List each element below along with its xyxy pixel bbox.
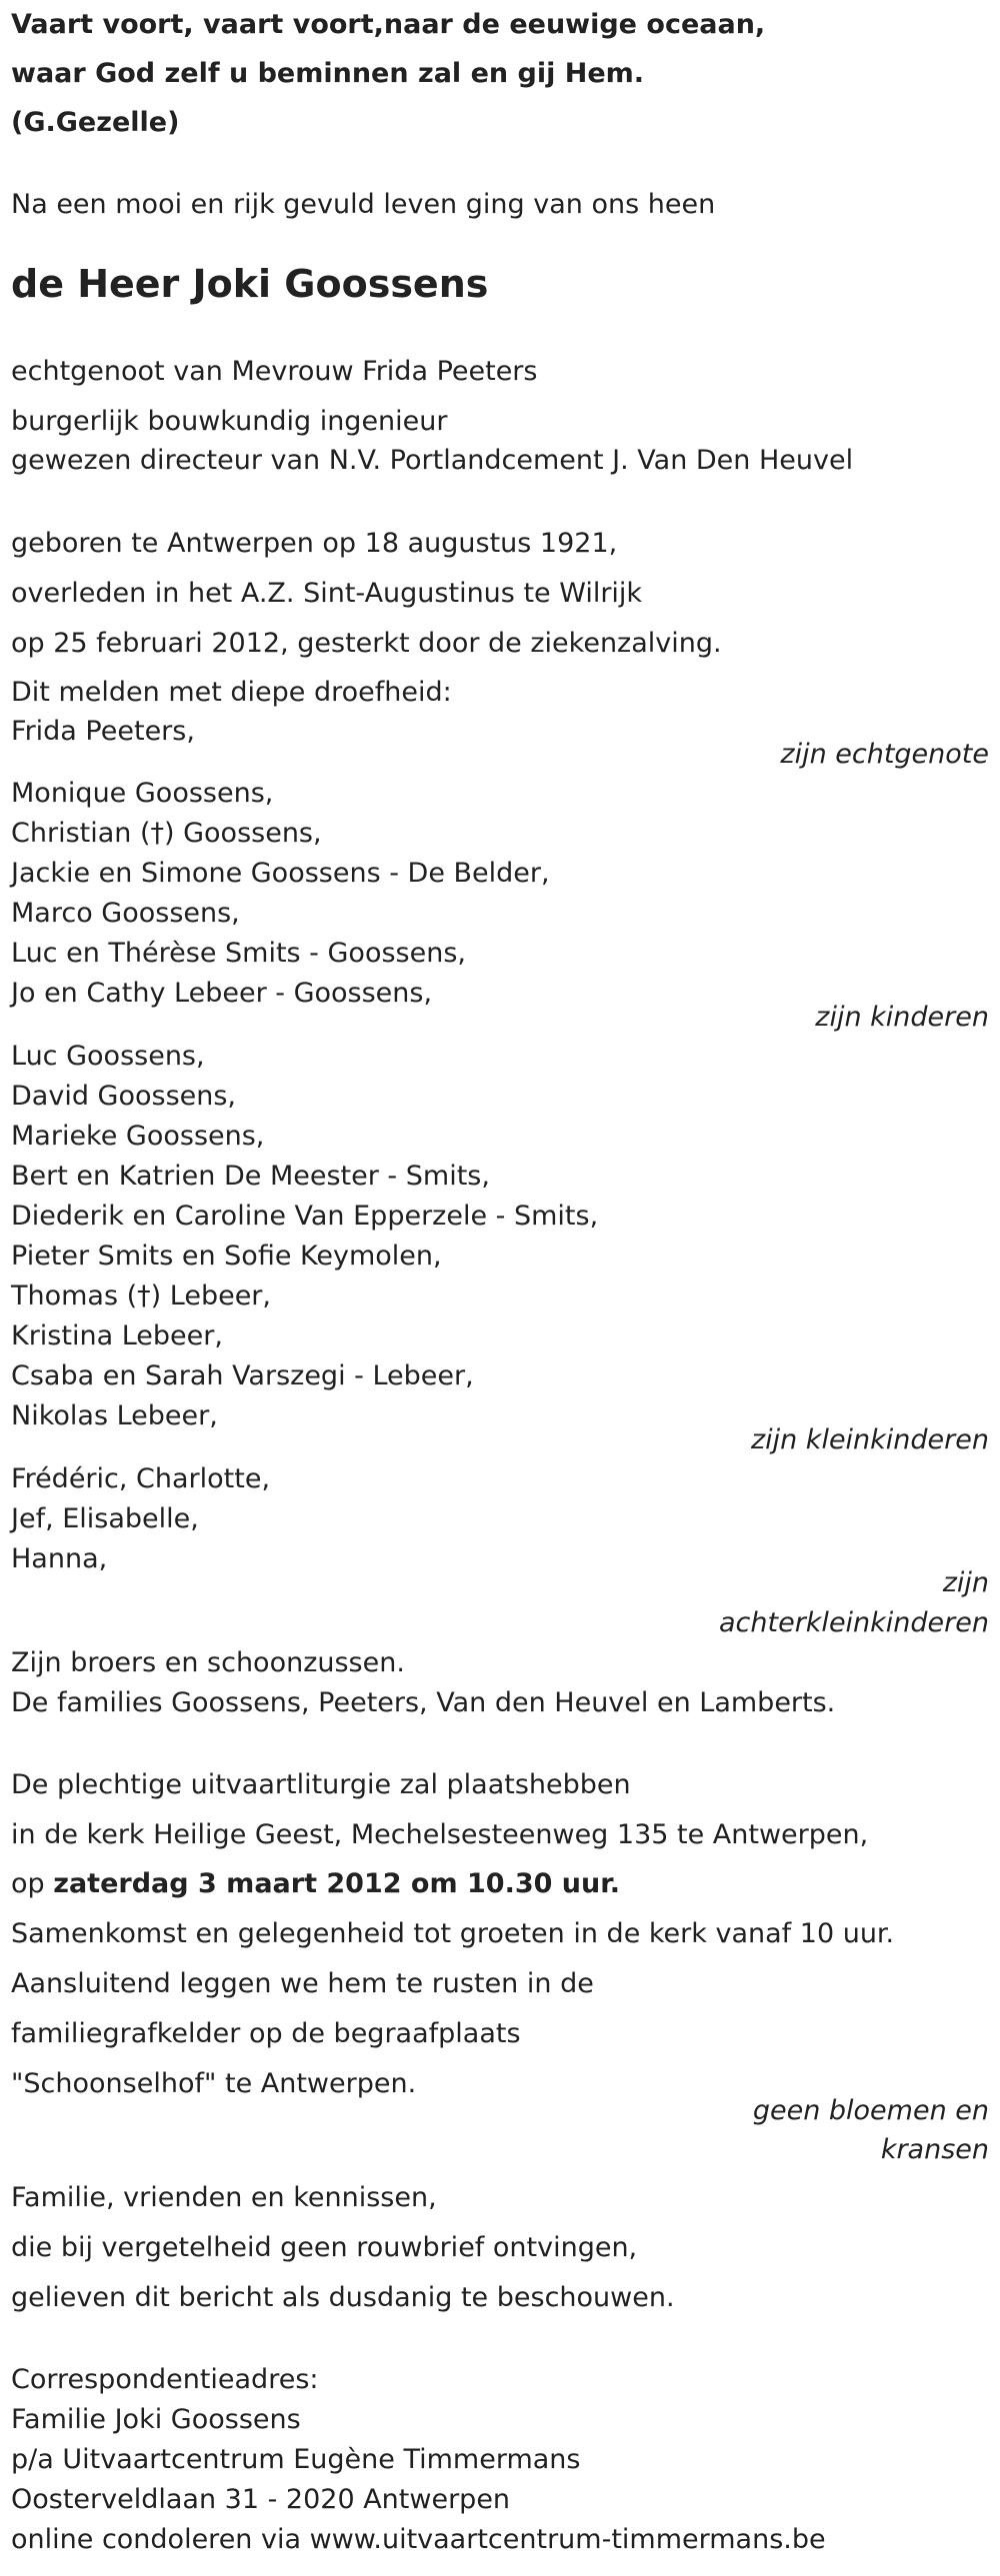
spouse-name: Frida Peeters, bbox=[11, 716, 195, 747]
grandchild-name: Marieke Goossens, bbox=[11, 1121, 265, 1152]
closing-line-1: Familie, vrienden en kennissen, bbox=[11, 2182, 437, 2213]
closing-line-2: die bij vergetelheid geen rouwbrief ontvingen, bbox=[11, 2232, 638, 2263]
deceased-name: de Heer Joki Goossens bbox=[11, 262, 489, 306]
profession-line-2: gewezen directeur van N.V. Portlandcement J. Van Den Heuvel bbox=[11, 445, 854, 476]
child-name: Jo en Cathy Lebeer - Goossens, bbox=[11, 978, 433, 1009]
grandchild-name: Pieter Smits en Sofie Keymolen, bbox=[11, 1241, 442, 1272]
funeral-line-7: "Schoonselhof" te Antwerpen. bbox=[11, 2068, 417, 2099]
grandchild-name: Diederik en Caroline Van Epperzele - Smits, bbox=[11, 1201, 599, 1232]
grandchild-name: Thomas (†) Lebeer, bbox=[11, 1281, 271, 1311]
great-grandchild-name: Hanna, bbox=[11, 1543, 108, 1574]
child-name: Christian (†) Goossens, bbox=[11, 818, 322, 849]
grandchild-name: Luc Goossens, bbox=[11, 1041, 205, 1072]
funeral-line-5: Aansluitend leggen we hem te rusten in de bbox=[11, 1968, 594, 1999]
profession-line-1: burgerlijk bouwkundig ingenieur bbox=[11, 406, 448, 437]
poem-line-1: Vaart voort, vaart voort,naar de eeuwige oceaan, bbox=[11, 9, 766, 40]
great-grandchildren-role-2: achterkleinkinderen bbox=[719, 1607, 989, 1638]
child-name: Marco Goossens, bbox=[11, 898, 240, 929]
funeral-date-prefix: op bbox=[11, 1868, 54, 1899]
grandchild-name: David Goossens, bbox=[11, 1081, 237, 1112]
death-date-line: op 25 februari 2012, gesterkt door de ziekenzalving. bbox=[11, 628, 722, 659]
funeral-date: zaterdag 3 maart 2012 om 10.30 uur. bbox=[53, 1868, 620, 1899]
funeral-line-6: familiegrafkelder op de begraafplaats bbox=[11, 2018, 521, 2049]
condolence-line: online condoleren via www.uitvaartcentrum-timmermans.be bbox=[11, 2524, 826, 2555]
funeral-line-2: in de kerk Heilige Geest, Mechelsesteenweg 135 te Antwerpen, bbox=[11, 1819, 869, 1850]
address-label: Correspondentieadres: bbox=[11, 2364, 319, 2395]
families-line: De families Goossens, Peeters, Van den Heuvel en Lamberts. bbox=[11, 1687, 836, 1718]
address-line-3: Oosterveldlaan 31 - 2020 Antwerpen bbox=[11, 2484, 511, 2515]
poem-attribution: (G.Gezelle) bbox=[11, 107, 180, 138]
grandchild-name: Bert en Katrien De Meester - Smits, bbox=[11, 1161, 490, 1192]
child-name: Luc en Thérèse Smits - Goossens, bbox=[11, 938, 466, 969]
spouse-role: zijn echtgenote bbox=[780, 739, 989, 770]
siblings-line: Zijn broers en schoonzussen. bbox=[11, 1647, 405, 1678]
funeral-date-line bbox=[11, 1866, 620, 1902]
great-grandchild-name: Jef, Elisabelle, bbox=[11, 1503, 199, 1534]
grandchild-name: Csaba en Sarah Varszegi - Lebeer, bbox=[11, 1360, 474, 1391]
great-grandchild-name: Frédéric, Charlotte, bbox=[11, 1463, 271, 1494]
grandchild-name: Nikolas Lebeer, bbox=[11, 1400, 218, 1431]
grandchild-name: Kristina Lebeer, bbox=[11, 1320, 223, 1351]
child-name: Monique Goossens, bbox=[11, 778, 274, 809]
grandchildren-role: zijn kleinkinderen bbox=[750, 1424, 989, 1455]
address-line-2: p/a Uitvaartcentrum Eugène Timmermans bbox=[11, 2444, 581, 2475]
birth-line: geboren te Antwerpen op 18 augustus 1921, bbox=[11, 528, 618, 559]
flowers-line-1: geen bloemen en bbox=[752, 2095, 989, 2126]
funeral-line-1: De plechtige uitvaartliturgie zal plaatshebben bbox=[11, 1769, 631, 1800]
address-line-1: Familie Joki Goossens bbox=[11, 2404, 301, 2435]
closing-line-3: gelieven dit bericht als dusdanig te beschouwen. bbox=[11, 2282, 675, 2313]
intro-text: Na een mooi en rijk gevuld leven ging van ons heen bbox=[11, 189, 716, 220]
children-role: zijn kinderen bbox=[815, 1002, 989, 1033]
flowers-line-2: kransen bbox=[880, 2134, 989, 2165]
great-grandchildren-role-1: zijn bbox=[942, 1567, 989, 1598]
spouse-line: echtgenoot van Mevrouw Frida Peeters bbox=[11, 356, 538, 387]
child-name: Jackie en Simone Goossens - De Belder, bbox=[11, 858, 550, 889]
funeral-line-4: Samenkomst en gelegenheid tot groeten in de kerk vanaf 10 uur. bbox=[11, 1918, 895, 1949]
death-line: overleden in het A.Z. Sint-Augustinus te Wilrijk bbox=[11, 578, 643, 609]
announce-line: Dit melden met diepe droefheid: bbox=[11, 677, 452, 708]
poem-line-2: waar God zelf u beminnen zal en gij Hem. bbox=[11, 58, 645, 89]
